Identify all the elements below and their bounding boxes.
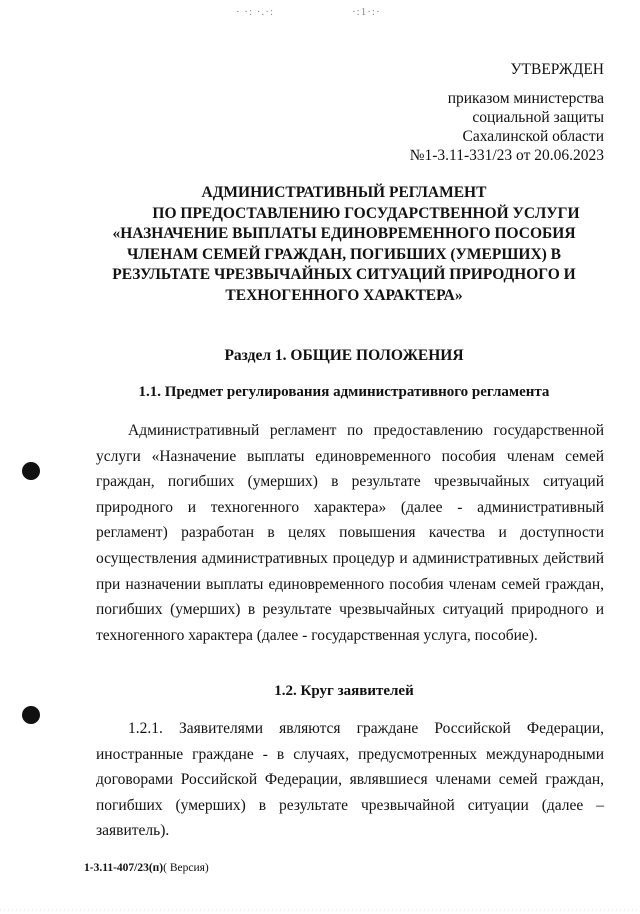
paragraph-line: осуществления административных процедур и административных действий	[96, 549, 604, 567]
document-title	[84, 183, 604, 306]
punch-hole	[22, 462, 40, 480]
paragraph-line: регламент) разработан в целях повышения качества и доступности	[96, 524, 604, 542]
paragraph-line: заявитель).	[96, 822, 170, 840]
subsection-heading: 1.2. Круг заявителей	[274, 683, 414, 699]
title-line: ТЕХНОГЕННОГО ХАРАКТЕРА»	[225, 286, 463, 304]
paragraph-line: договорами Российской Федерации, являвшиеся членами семей граждан,	[96, 771, 604, 789]
paragraph-line: природного и техногенного характера» (далее - административный	[96, 498, 604, 516]
title-line: ПО ПРЕДОСТАВЛЕНИЮ ГОСУДАРСТВЕННОЙ УСЛУГИ	[152, 204, 580, 222]
version-label: ( Версия)	[163, 862, 209, 874]
approval-order-number: №1-3.11-331/23 от 20.06.2023	[409, 147, 604, 164]
approval-line: приказом министерства	[447, 90, 604, 107]
paragraph	[96, 716, 604, 844]
paragraph-line: иностранные граждане - в случаях, предусмотренных международными	[96, 745, 604, 763]
approval-line: Сахалинской области	[462, 128, 604, 145]
document-code: 1-3.11-407/23(п)	[84, 862, 164, 874]
paragraph-line: при назначении выплаты единовременного пособия членам семей граждан,	[96, 575, 604, 593]
paragraph	[96, 418, 604, 648]
approval-title: УТВЕРЖДЕН	[510, 61, 604, 78]
scan-artifact: · ·: ·.·:	[236, 6, 275, 18]
section-heading: Раздел 1. ОБЩИЕ ПОЛОЖЕНИЯ	[224, 347, 464, 364]
title-line: ЧЛЕНАМ СЕМЕЙ ГРАЖДАН, ПОГИБШИХ (УМЕРШИХ) В	[126, 245, 562, 263]
paragraph-line: погибших (умерших) в результате чрезвычайных ситуаций природного и	[96, 601, 604, 619]
subsection-heading: 1.1. Предмет регулирования административного регламента	[138, 384, 550, 400]
paragraph-line: граждан, погибших (умерших) в результате чрезвычайных ситуаций	[96, 473, 604, 491]
paragraph-line: погибших (умерших) в результате чрезвычайной ситуации (далее –	[96, 796, 604, 814]
footer-document-code	[84, 862, 209, 874]
title-line: РЕЗУЛЬТАТЕ ЧРЕЗВЫЧАЙНЫХ СИТУАЦИЙ ПРИРОДНОГО И	[112, 266, 576, 283]
scan-edge-noise	[0, 904, 640, 914]
title-line: АДМИНИСТРАТИВНЫЙ РЕГЛАМЕНТ	[201, 184, 487, 201]
punch-hole	[22, 706, 40, 724]
paragraph-line: услуги «Назначение выплаты единовременного пособия членам семей	[96, 447, 604, 465]
approval-block	[304, 60, 604, 165]
scan-artifact: ·:1·:·	[352, 6, 381, 18]
title-line: «НАЗНАЧЕНИЕ ВЫПЛАТЫ ЕДИНОВРЕМЕННОГО ПОСОБИЯ	[112, 225, 576, 242]
paragraph-line: 1.2.1. Заявителями являются граждане Российской Федерации,	[128, 720, 604, 737]
approval-line: социальной защиты	[472, 109, 604, 126]
paragraph-line: Административный регламент по предоставлению государственной	[128, 422, 604, 439]
paragraph-line: техногенного характера (далее - государственная услуга, пособие).	[96, 626, 538, 644]
